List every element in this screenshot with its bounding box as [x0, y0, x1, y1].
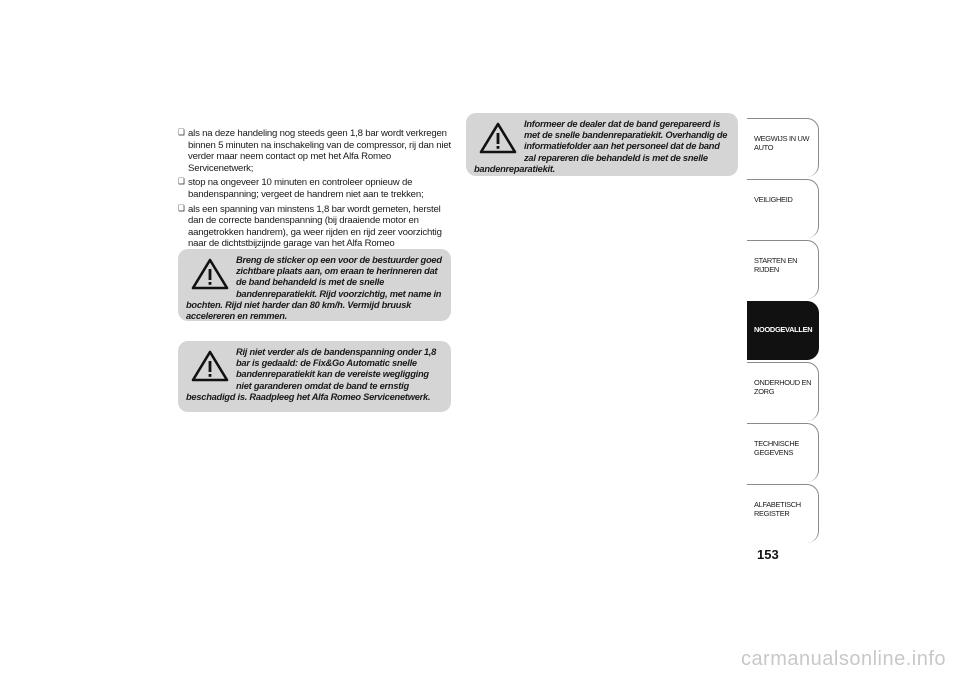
page-number: 153 [757, 547, 779, 562]
tab-alfabetisch-register[interactable] [747, 484, 819, 543]
tab-noodgevallen[interactable] [747, 301, 819, 360]
watermark: carmanualsonline.info [740, 648, 946, 670]
warning-text: Breng de sticker op een voor de bestuurder goed zichtbare plaats aan, om eraan te herinneren dat de band behandeld is met de snelle bandenreparatiekit. Rijd voorzichtig, met name in bochten. Rijd niet harder dan 80 km/h. Vermijd bruusk accelereren en remmen. [186, 255, 442, 322]
warning-text: Informeer de dealer dat de band gerepareerd is met de snelle bandenreparatiekit. Overhandig de informatiefolder aan het personeel dat de band zal repareren die behandeld is met de snelle bandenreparatiekit. [474, 119, 728, 174]
warning-box [178, 249, 451, 321]
tab-label: VEILIGHEID [754, 195, 793, 204]
tab-label: ALFABETISCH REGISTER [754, 500, 801, 518]
tab-veiligheid[interactable] [747, 179, 819, 238]
list-item: ❏ als een spanning van minstens 1,8 bar wordt gemeten, herstel dan de correcte bandenspanning (bij draaiende motor en aangetrokken handrem), ga weer rijden en rijd zeer voorzichtig naar de dichtstbijzijnde garage van het Alfa Romeo [178, 204, 452, 262]
tab-label: ONDERHOUD EN ZORG [754, 378, 812, 396]
warning-box [466, 113, 738, 176]
warning-triangle-icon [478, 121, 518, 155]
warning-text: Rij niet verder als de bandenspanning onder 1,8 bar is gedaald: de Fix&Go Automatic snelle bandenreparatiekit kan de vereiste wegligging niet garanderen omdat de band te ernstig beschadigd is. Raadpleeg het Alfa Romeo Servicenetwerk. [186, 347, 437, 402]
tab-label: STARTEN EN RIJDEN [754, 256, 798, 274]
warning-triangle-icon [190, 349, 230, 383]
instruction-list [178, 128, 452, 265]
tab-technische-gegevens[interactable] [747, 423, 819, 482]
tab-label: WEGWIJS IN UW AUTO [754, 134, 810, 152]
tab-starten-en-rijden[interactable] [747, 240, 819, 299]
chapter-tabs [747, 118, 819, 545]
list-item: ❏ stop na ongeveer 10 minuten en controleer opnieuw de bandenspanning; vergeet de handrem niet aan te trekken; [178, 177, 452, 200]
tab-wegwijs-in-uw-auto[interactable] [747, 118, 819, 177]
tab-label: TECHNISCHE GEGEVENS [754, 439, 800, 457]
warning-box [178, 341, 451, 412]
warning-triangle-icon [190, 257, 230, 291]
list-item: ❏ als na deze handeling nog steeds geen 1,8 bar wordt verkregen binnen 5 minuten na inschakeling van de compressor, rij dan niet verder maar neem contact op met het Alfa Romeo Servicenetwerk; [178, 128, 452, 174]
tab-label: NOODGEVALLEN [754, 325, 813, 334]
tab-onderhoud-en-zorg[interactable] [747, 362, 819, 421]
